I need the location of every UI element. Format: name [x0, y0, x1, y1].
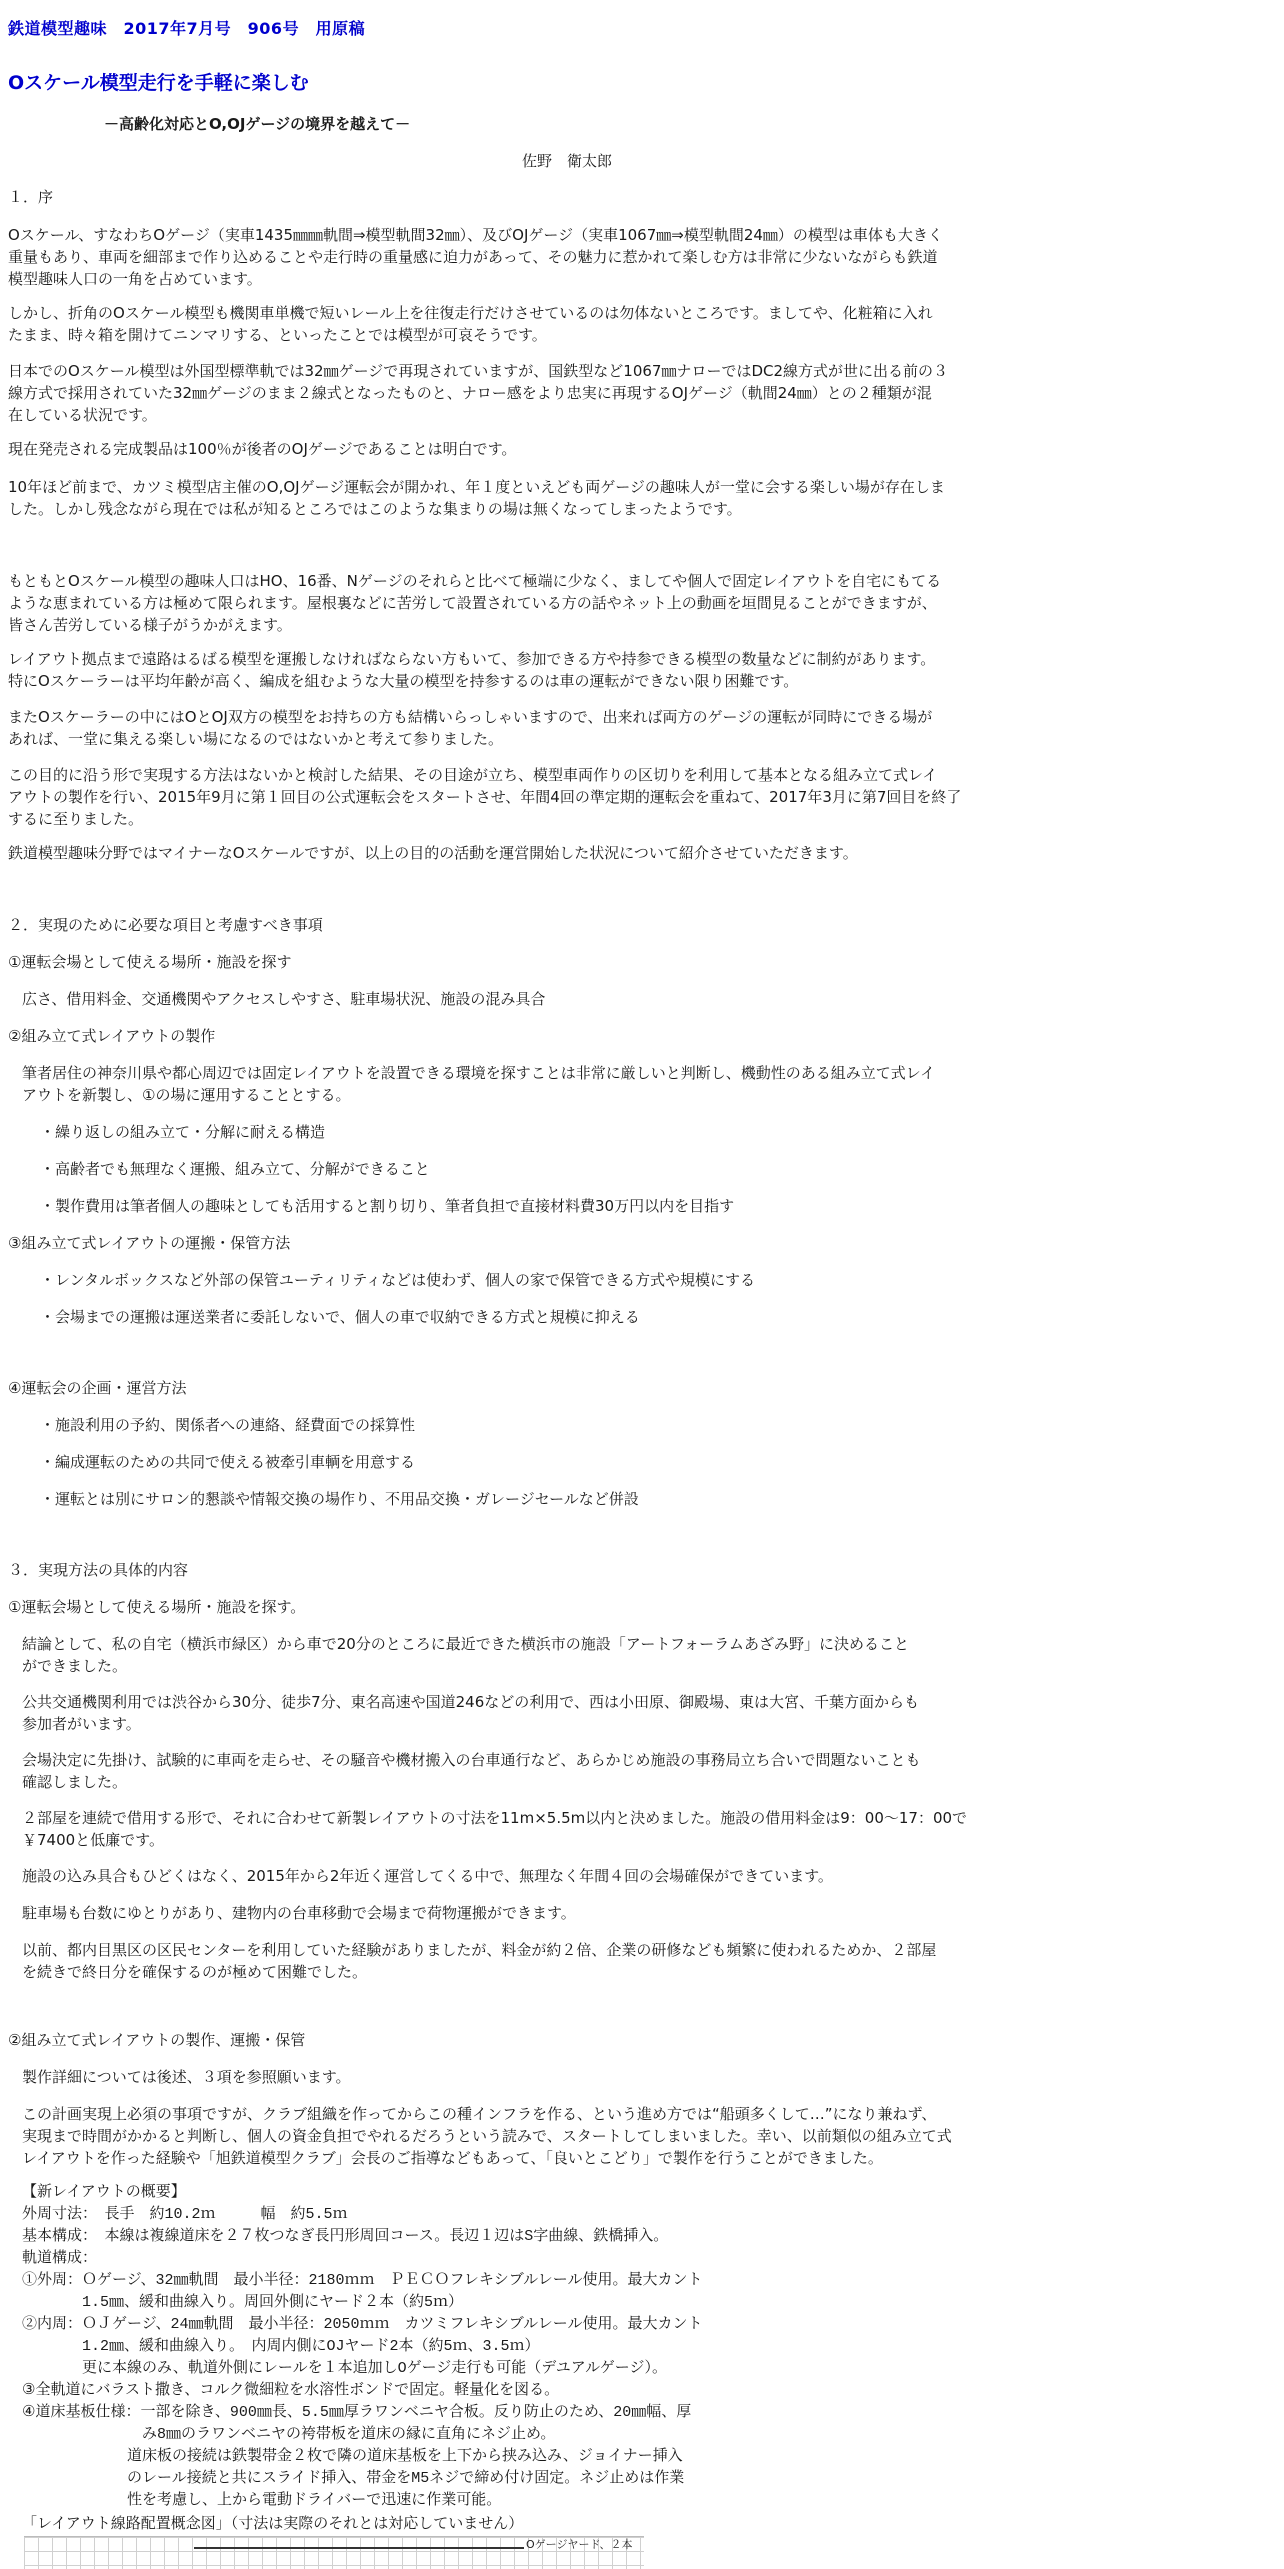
- bullet-item: ・会場までの運搬は運送業者に委託しないで、個人の車で収納できる方式と規模に抑える: [40, 1308, 640, 1326]
- paragraph: 現在発売される完成製品は100％が後者のOJゲージであることは明白です。: [8, 440, 517, 458]
- magazine-header: 鉄道模型趣味 2017年7月号 906号 用原稿: [8, 19, 366, 38]
- paragraph: 公共交通機関利用では渋谷から30分、徒歩7分、東名高速や国道246などの利用で、西は小田原、御殿場、東は大宮、千葉方面からも 参加者がいます。: [22, 1693, 919, 1733]
- paragraph: 筆者居住の神奈川県や都心周辺では固定レイアウトを設置できる環境を探すことは非常に厳しいと判断し、機動性のある組み立て式レイ アウトを新製し、①の場に運用することとする。: [22, 1064, 936, 1104]
- list-item-heading: ③組み立て式レイアウトの運搬・保管方法: [8, 1234, 291, 1252]
- paragraph: 10年ほど前まで、カツミ模型店主催のO,OJゲージ運転会が開かれ、年１度といえども両ゲージの趣味人が一堂に会する楽しい場が存在しま した。しかし残念ながら現在では私が知るところではこのような集まりの場は無くなってしまったようです。: [8, 478, 945, 518]
- paragraph: レイアウト拠点まで遠路はるばる模型を運搬しなければならない方もいて、参加できる方や持参できる模型の数量などに制約があります。 特にOスケーラーは平均年齢が高く、編成を組むような大量の模型を持参するのは車の運転ができない限り困難です。: [8, 650, 936, 690]
- bullet-item: ・繰り返しの組み立て・分解に耐える構造: [40, 1123, 326, 1141]
- article-subtitle: －高齢化対応とO,OJゲージの境界を越えて－: [104, 115, 411, 133]
- paragraph: しかし、折角のOスケール模型も機関車単機で短いレール上を往復走行だけさせているのは勿体ないところです。ましてや、化粧箱に入れ たまま、時々箱を開けてニンマリする、といったことでは模型が可哀そうです。: [8, 304, 933, 344]
- list-item-heading: ④運転会の企画・運営方法: [8, 1379, 187, 1397]
- bullet-item: ・施設利用の予約、関係者への連絡、経費面での採算性: [40, 1416, 416, 1434]
- article-title: Oスケール模型走行を手軽に楽しむ: [8, 72, 309, 94]
- diagram-label: Oゲージヤード、２本: [526, 2538, 633, 2551]
- bullet-item: ・製作費用は筆者個人の趣味としても活用すると割り切り、筆者負担で直接材料費30万円以内を目指す: [40, 1197, 735, 1215]
- paragraph: 以前、都内目黒区の区民センターを利用していた経験がありましたが、料金が約２倍、企業の研修なども頻繁に使われるためか、２部屋 を続きで終日分を確保するのが極めて困難でした。: [22, 1941, 937, 1981]
- paragraph: もともとOスケール模型の趣味人口はHO、16番、Nゲージのそれらと比べて極端に少なく、ましてや個人で固定レイアウトを自宅にもてる ような恵まれている方は極めて限られます。屋根裏などに苦労して設置されている方の話やネット上の動画を垣間見ることができますが、 皆さん苦労している様子がうかがえます。: [8, 572, 942, 634]
- bullet-item: ・編成運転のための共同で使える被牽引車輌を用意する: [40, 1453, 416, 1471]
- paragraph: 広さ、借用料金、交通機関やアクセスしやすさ、駐車場状況、施設の混み具合: [22, 990, 546, 1008]
- paragraph: またOスケーラーの中にはOとOJ双方の模型をお持ちの方も結構いらっしゃいますので、出来れば両方のゲージの運転が同時にできる場が あれば、一堂に集える楽しい場になるのではないかと考えて参りました。: [8, 708, 933, 748]
- author-name: 佐野 衛太郎: [522, 152, 613, 170]
- paragraph: 製作詳細については後述、３項を参照願います。: [22, 2068, 351, 2086]
- track-line: [194, 2547, 524, 2549]
- section-heading: １．序: [8, 188, 54, 206]
- section-heading: ２．実現のために必要な項目と考慮すべき事項: [8, 916, 323, 934]
- paragraph: Oスケール、すなわちOゲージ（実車1435㎜㎜軌間⇒模型軌間32㎜）、及びOJゲージ（実車1067㎜⇒模型軌間24㎜）の模型は車体も大きく 重量もあり、車両を細部まで作り込めることや走行時の重量感に迫力があって、その魅力に惹かれて楽しむ方は非常に少ないながらも鉄道 模型趣味人口の一角を占めています。: [8, 226, 943, 288]
- paragraph: この目的に沿う形で実現する方法はないかと検討した結果、その目途が立ち、模型車両作りの区切りを利用して基本となる組み立て式レイ アウトの製作を行い、2015年9月に第１回目の公式運転会をスタートさせ、年間4回の準定期的運転会を重ねて、2017年3月に第7回目を終了 するに至りました。: [8, 766, 962, 828]
- list-item-heading: ①運転会場として使える場所・施設を探す: [8, 953, 292, 971]
- paragraph: 施設の込み具合もひどくはなく、2015年から2年近く運営してくる中で、無理なく年間４回の会場確保ができています。: [22, 1867, 833, 1885]
- paragraph: この計画実現上必須の事項ですが、クラブ組織を作ってからこの種インフラを作る、という進め方では“船頭多くして…”になり兼ねず、 実現まで時間がかかると判断し、個人の資金負担でやれるだろうという読みで、スタートしてしまいました。幸い、以前類似の組み立て式 レイアウトを作った経験や「旭鉄道模型クラブ」会長のご指導などもあって、「良いとこどり」で製作を行うことができました。: [22, 2105, 952, 2167]
- section-heading: ３．実現方法の具体的内容: [8, 1561, 189, 1579]
- diagram-caption: 「レイアウト線路配置概念図」（寸法は実際のそれとは対応していません）: [22, 2514, 524, 2532]
- list-item-heading: ②組み立て式レイアウトの製作: [8, 1027, 216, 1045]
- paragraph: 日本でのOスケール模型は外国型標準軌では32㎜ゲージで再現されていますが、国鉄型など1067㎜ナローではDC2線方式が世に出る前の３ 線方式で採用されていた32㎜ゲージのまま２線式となったものと、ナロー感をより忠実に再現するOJゲージ（軌間24㎜）との２種類が混 在している状況です。: [8, 362, 949, 424]
- bullet-item: ・高齢者でも無理なく運搬、組み立て、分解ができること: [40, 1160, 430, 1178]
- paragraph: ２部屋を連続で借用する形で、それに合わせて新製レイアウトの寸法を11m×5.5m以内と決めました。施設の借用料金は9：00～17：00で ￥7400と低廉です。: [22, 1809, 968, 1849]
- paragraph: 鉄道模型趣味分野ではマイナーなOスケールですが、以上の目的の活動を運営開始した状況について紹介させていただきます。: [8, 844, 858, 862]
- list-item-heading: ①運転会場として使える場所・施設を探す。: [8, 1598, 306, 1616]
- bullet-item: ・運転とは別にサロン的懇談や情報交換の場作り、不用品交換・ガレージセールなど併設: [40, 1490, 639, 1508]
- layout-diagram: [24, 2536, 644, 2569]
- bullet-item: ・レンタルボックスなど外部の保管ユーティリティなどは使わず、個人の家で保管できる方式や規模にする: [40, 1271, 755, 1289]
- list-item-heading: ②組み立て式レイアウトの製作、運搬・保管: [8, 2031, 306, 2049]
- paragraph: 結論として、私の自宅（横浜市緑区）から車で20分のところに最近できた横浜市の施設「アートフォーラムあざみ野」に決めること ができました。: [22, 1635, 909, 1675]
- paragraph: 会場決定に先掛け、試験的に車両を走らせ、その騒音や機材搬入の台車通行など、あらかじめ施設の事務局立ち合いで問題ないことも 確認しました。: [22, 1751, 921, 1791]
- layout-outline: 【新レイアウトの概要】 外周寸法： 長手 約10.2ｍ 幅 約5.5ｍ 基本構成： 本線は複線道床を２７枚つなぎ長円形周回コース。長辺１辺はS字曲線、鉄橋挿入。 軌道構成： ①外周：Ｏゲージ、32㎜軌間 最小半径：2180ｍｍ ＰＥＣＯフレキシブルレール使用。最大カント 1.5㎜、緩和曲線入り。周回外側にヤード２本（約5ｍ） ②内周：ＯＪゲージ、24㎜軌間 最小半径：2050ｍｍ カツミフレキシブルレール使用。最大カント 1.2㎜、緩和曲線入り。 内周内側にOJヤード2本（約5ｍ、3.5ｍ） 更に本線のみ、軌道外側にレールを１本追加しOゲージ走行も可能（デユアルゲージ）。 ③全軌道にバラスト撒き、コルク微細粒を水溶性ボンドで固定。軽量化を図る。 ④道床基板仕様：一部を除き、900㎜長、5.5㎜厚ラワンベニヤ合板。反り防止のため、20㎜幅、厚 み8㎜のラワンベニヤの袴帯板を道床の縁に直角にネジ止め。 道床板の接続は鉄製帯金２枚で隣の道床基板を上下から挟み込み、ジョイナー挿入 のレール接続と共にスライド挿入、帯金をM5ネジで締め付け固定。ネジ止めは作業 性を考慮し、上から電動ドライバーで迅速に作業可能。: [22, 2184, 703, 2509]
- paragraph: 駐車場も台数にゆとりがあり、建物内の台車移動で会場まで荷物運搬ができます。: [22, 1904, 576, 1922]
